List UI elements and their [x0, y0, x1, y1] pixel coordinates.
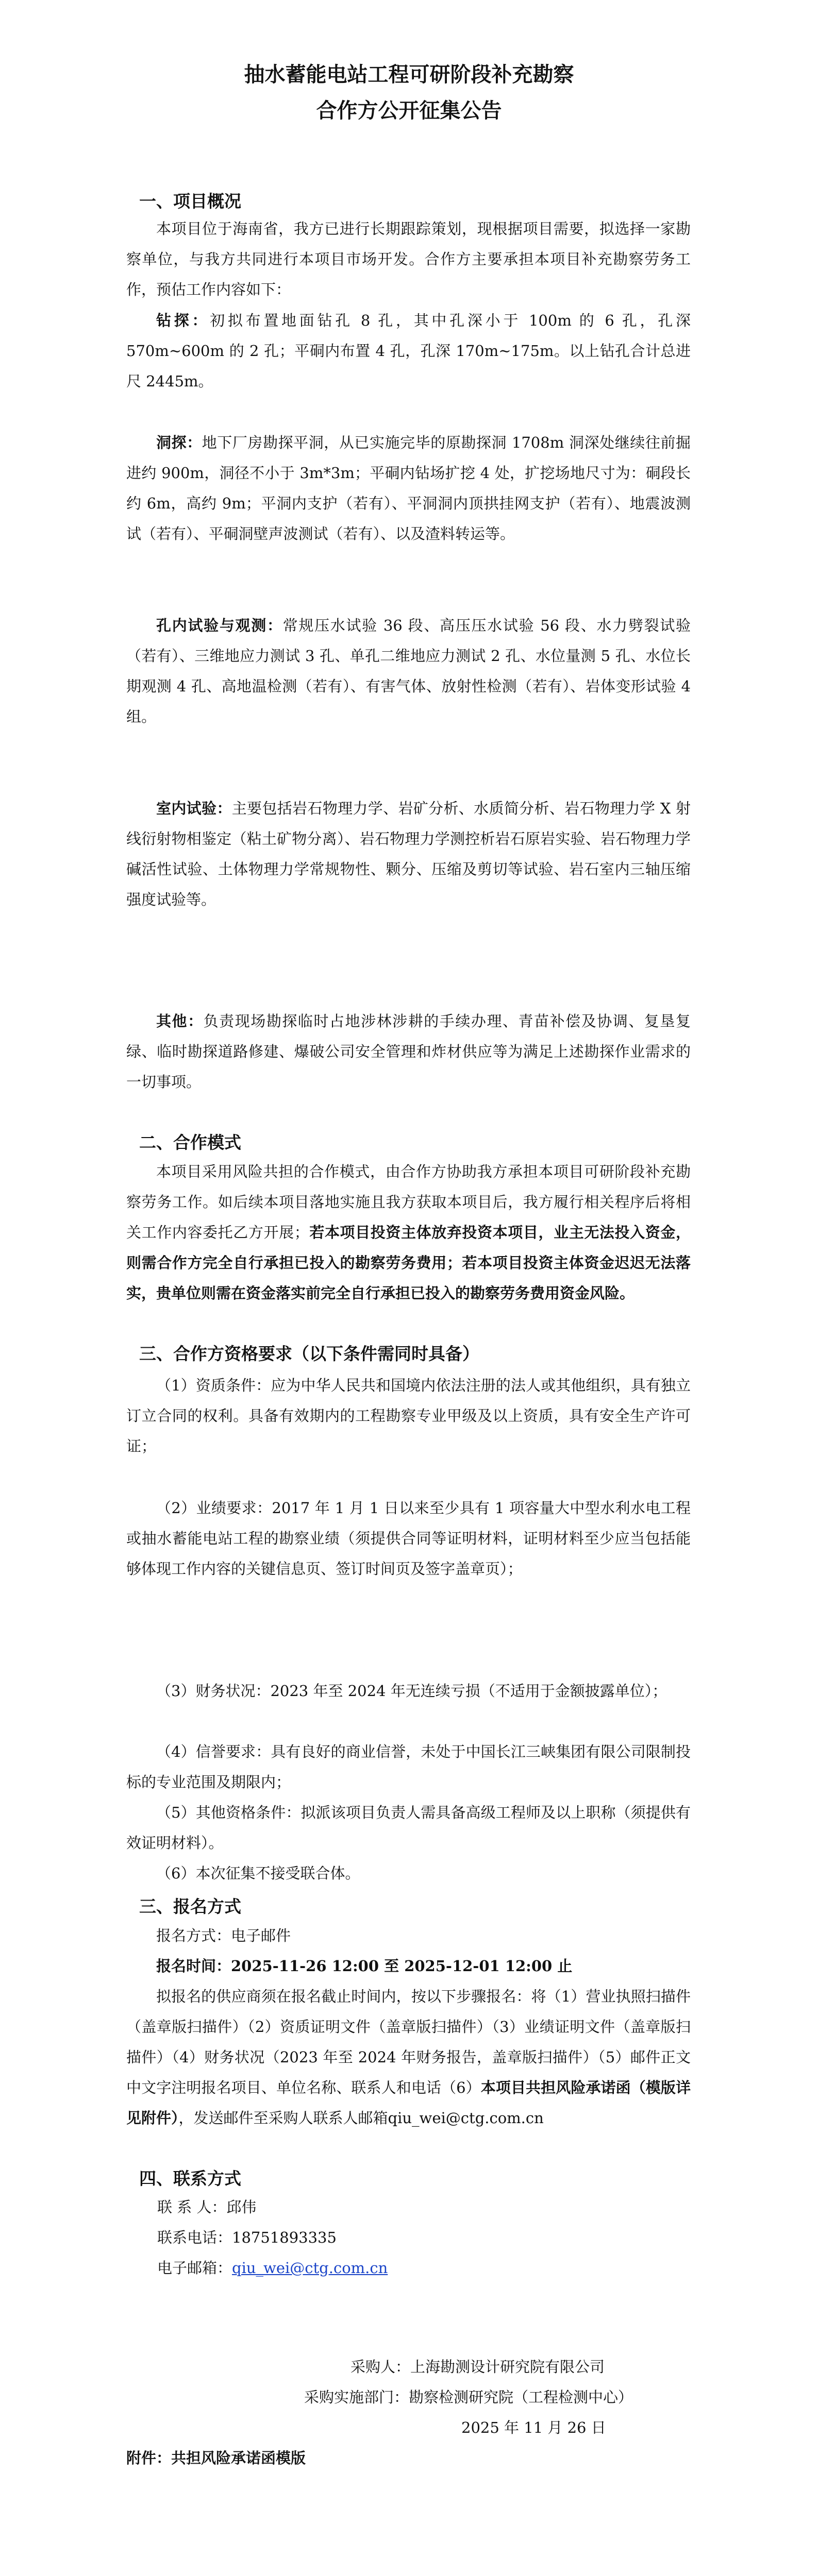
hole-test-text: 常规压水试验 36 段、高压压水试验 56 段、水力劈裂试验（若有）、三维地应力测试 3 孔、单孔二维地应力测试 2 孔、水位量测 5 孔、水位长期观测 4 孔、高地温检测（若有）、有害气体、放射性检测（若有）、岩体变形试验 4 组。: [126, 617, 691, 725]
lab-test-text: 主要包括岩石物理力学、岩矿分析、水质简分析、岩石物理力学 X 射线衍射物相鉴定（粘土矿物分离）、岩石物理力学测控析岩石原岩实验、岩石物理力学碱活性试验、土体物理力学常规物性、颗分、压缩及剪切等试验、岩石室内三轴压缩强度试验等。: [126, 800, 691, 908]
lab-test-label: 室内试验：: [156, 800, 232, 817]
contact-email-row: [157, 2253, 388, 2283]
section-heading-qualifications: 三、合作方资格要求（以下条件需同时具备）: [139, 1344, 479, 1364]
section-heading-contact: 四、联系方式: [139, 2168, 241, 2189]
title-line-2: 合作方公开征集公告: [316, 99, 502, 123]
registration-email-link[interactable]: qiu_wei@ctg.com.cn: [388, 2109, 544, 2127]
registration-method: 报名方式：电子邮件: [156, 1927, 291, 1944]
tunnel-paragraph: [126, 428, 691, 549]
registration-commitment-letter: 本项目共担风险承诺函（模版详见附件）: [126, 2079, 691, 2127]
qualification-1: （1）资质条件：应为中华人民共和国境内依法注册的法人或其他组织，具有独立订立合同的权利。具备有效期内的工程勘察专业甲级及以上资质，具有安全生产许可证；: [126, 1377, 691, 1455]
buyer-name: 采购人：上海勘测设计研究院有限公司: [350, 2358, 605, 2376]
drilling-text: 初拟布置地面钻孔 8 孔，其中孔深小于 100m 的 6 孔，孔深 570m~600m 的 2 孔；平硐内布置 4 孔，孔深 170m~175m。以上钻孔合计总进尺 2445m。: [126, 312, 691, 390]
other-label: 其他：: [156, 1012, 204, 1030]
qualification-5: （5）其他资格条件：拟派该项目负责人需具备高级工程师及以上职称（须提供有效证明材料）。: [126, 1804, 691, 1852]
contact-person: 联 系 人：邱伟: [157, 2198, 257, 2216]
qualification-2: （2）业绩要求：2017 年 1 月 1 日以来至少具有 1 项容量大中型水利水电工程或抽水蓄能电站工程的勘察业绩（须提供合同等证明材料，证明材料至少应当包括能够体现工作内容的关键信息页、签订时间页及签字盖章页）；: [126, 1499, 691, 1578]
attachment-note: 附件：共担风险承诺函模版: [126, 2449, 306, 2467]
contact-phone: 联系电话：18751893335: [157, 2229, 337, 2246]
section-heading-cooperation: 二、合作模式: [139, 1132, 241, 1153]
qualification-3: （3）财务状况：2023 年至 2024 年无连续亏损（不适用于金额披露单位）；: [156, 1682, 667, 1700]
tunnel-text: 地下厂房勘探平洞，从已实施完毕的原勘探洞 1708m 洞深处继续往前掘进约 900m，洞径不小于 3m*3m；平硐内钻场扩挖 4 处，扩挖场地尺寸为：硐段长约 6m，高约 9m；平洞内支护（若有）、平洞洞内顶拱挂网支护（若有）、地震波测试（若有）、平硐洞壁声波测试（若有）、以及渣料转运等。: [126, 434, 691, 543]
issue-date: 2025 年 11 月 26 日: [461, 2419, 606, 2436]
cooperation-paragraph: [126, 1157, 691, 1309]
drilling-label: 钻探：: [156, 312, 210, 329]
section-heading-registration: 三、报名方式: [139, 1896, 241, 1917]
contact-email-label: 电子邮箱：: [157, 2259, 232, 2277]
cooperation-risk-text: 若本项目投资主体放弃投资本项目，业主无法投入资金，则需合作方完全自行承担已投入的勘察劳务费用；若本项目投资主体资金迟迟无法落实，贵单位则需在资金落实前完全自行承担已投入的勘察劳务费用资金风险。: [126, 1224, 691, 1302]
hole-test-label: 孔内试验与观测：: [156, 617, 283, 634]
contact-email-link[interactable]: qiu_wei@ctg.com.cn: [232, 2259, 388, 2277]
drilling-paragraph: [126, 306, 691, 397]
cooperation-text: 本项目采用风险共担的合作模式，由合作方协助我方承担本项目可研阶段补充勘察劳务工作。如后续本项目落地实施且我方获取本项目后，我方履行相关程序后将相关工作内容委托乙方开展；: [126, 1163, 691, 1241]
qualification-4: （4）信誉要求：具有良好的商业信誉，未处于中国长江三峡集团有限公司限制投标的专业范围及期限内；: [126, 1743, 691, 1791]
hole-test-paragraph: [126, 611, 691, 732]
qualification-6: （6）本次征集不接受联合体。: [156, 1865, 360, 1882]
other-paragraph: [126, 1006, 691, 1097]
buyer-department: 采购实施部门：勘察检测研究院（工程检测中心）: [304, 2388, 633, 2406]
lab-test-paragraph: [126, 793, 691, 915]
registration-send-text: ，发送邮件至采购人联系人邮箱: [178, 2109, 388, 2127]
registration-steps-text: 拟报名的供应商须在报名截止时间内，按以下步骤报名：将（1）营业执照扫描件（盖章版扫描件）（2）资质证明文件（盖章版扫描件）（3）业绩证明文件（盖章版扫描件）（4）财务状况（2023 年至 2024 年财务报告，盖章版扫描件）（5）邮件正文中文字注明报名项目、单位名称、联系人和电话（6）: [126, 1988, 691, 2096]
overview-intro: 本项目位于海南省，我方已进行长期跟踪策划，现根据项目需要，拟选择一家勘察单位，与我方共同进行本项目市场开发。合作方主要承担本项目补充勘察劳务工作，预估工作内容如下：: [126, 220, 691, 298]
tunnel-label: 洞探：: [156, 434, 202, 451]
title-line-1: 抽水蓄能电站工程可研阶段补充勘察: [244, 63, 574, 87]
section-heading-overview: 一、项目概况: [139, 191, 241, 211]
registration-time: 报名时间：2025-11-26 12:00 至 2025-12-01 12:00 止: [156, 1957, 573, 1975]
other-text: 负责现场勘探临时占地涉林涉耕的手续办理、青苗补偿及协调、复垦复绿、临时勘探道路修建、爆破公司安全管理和炸材供应等为满足上述勘探作业需求的一切事项。: [126, 1012, 691, 1091]
registration-steps: [126, 1981, 691, 2133]
